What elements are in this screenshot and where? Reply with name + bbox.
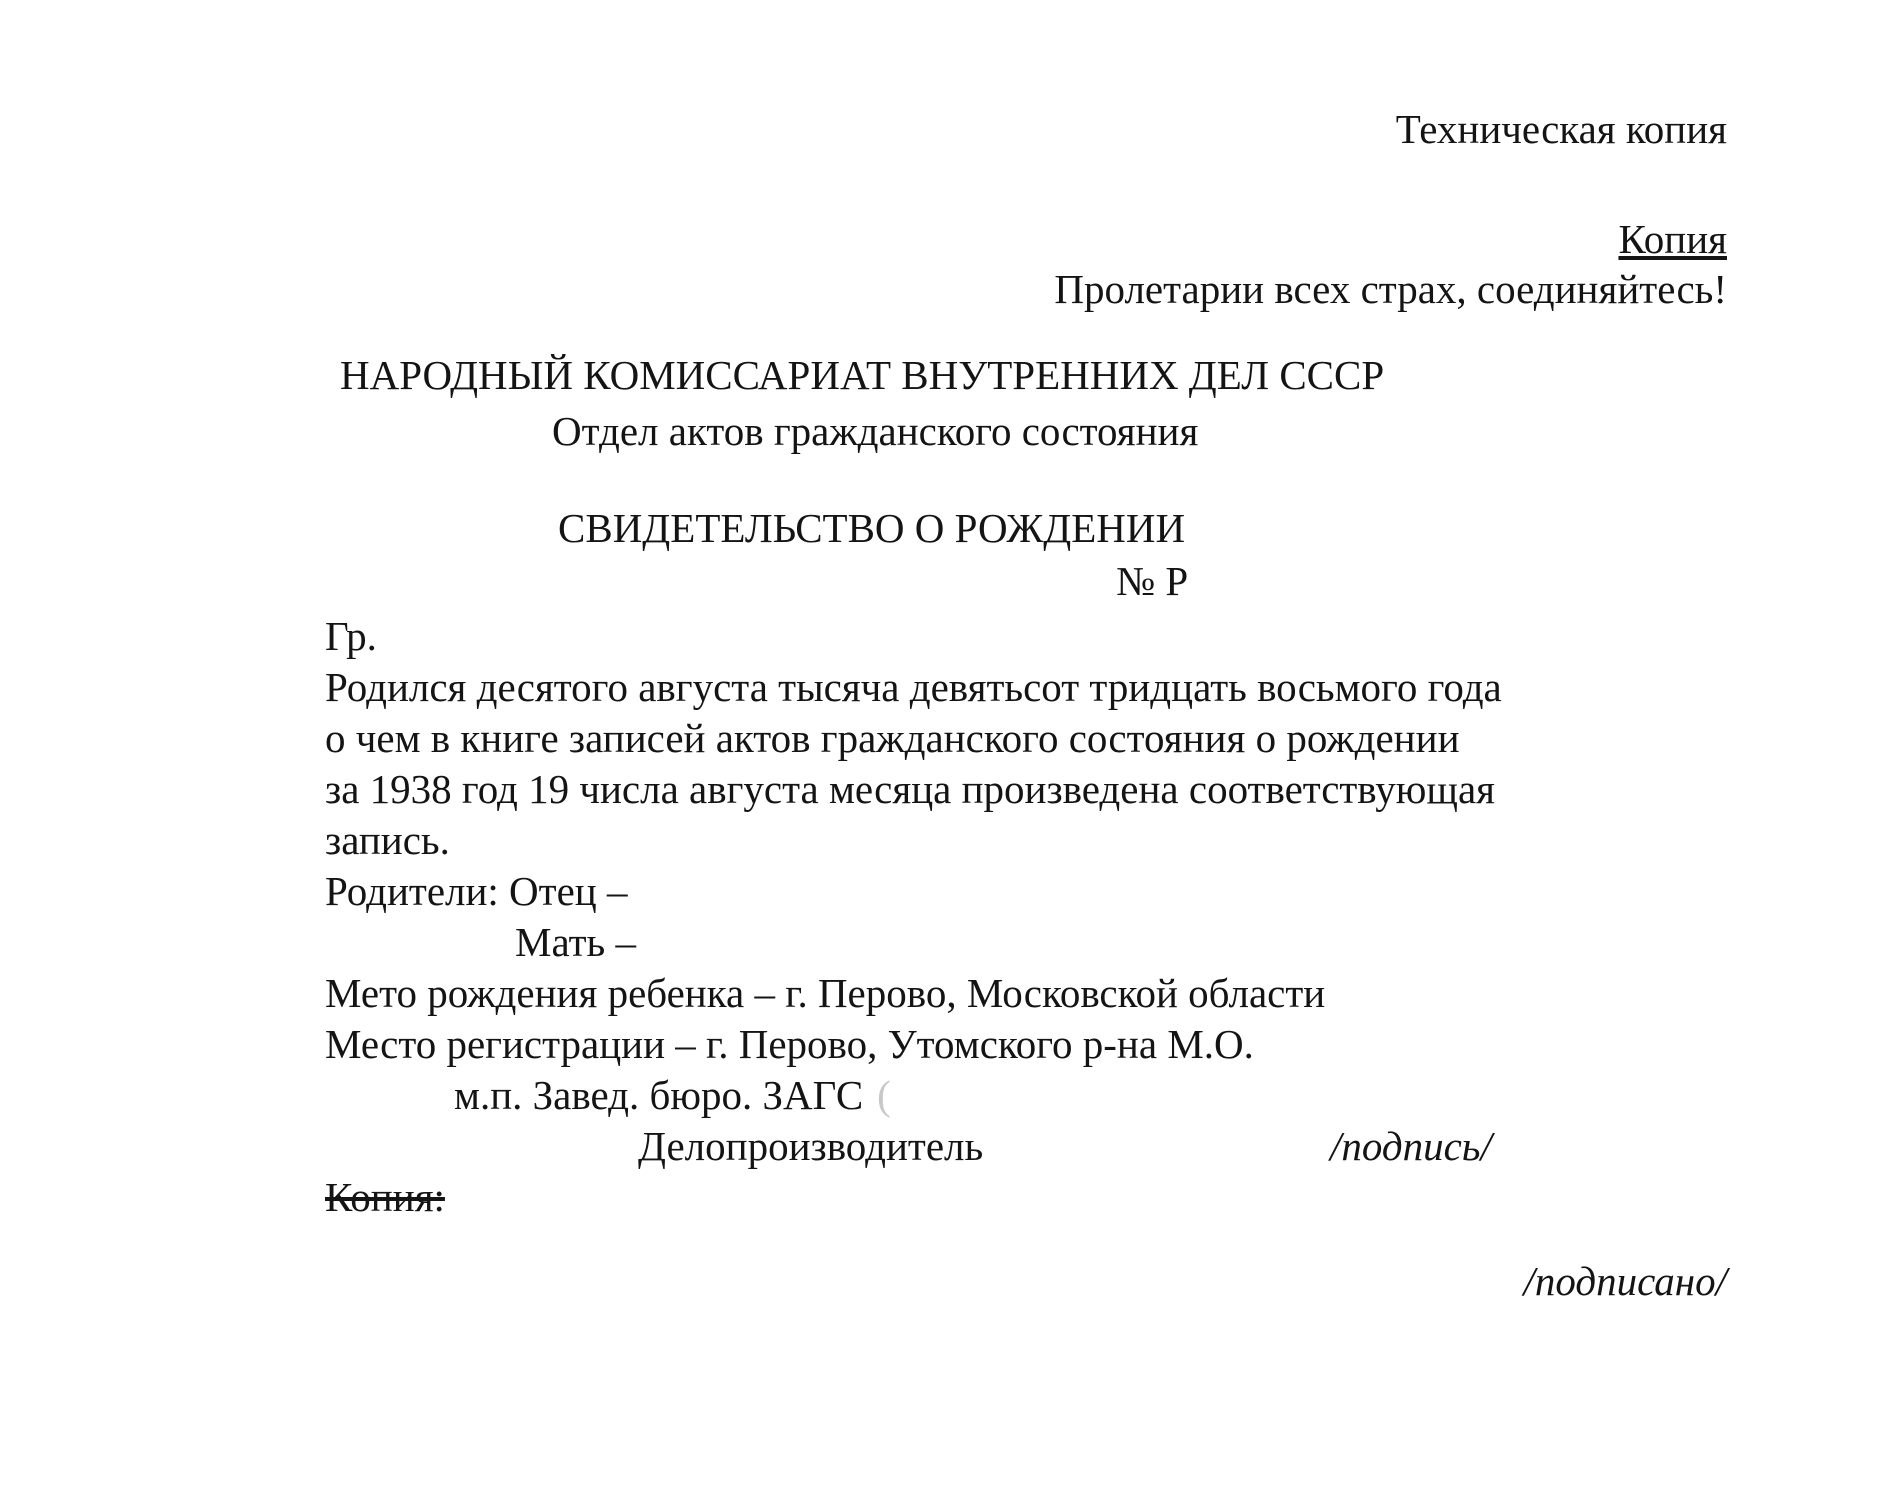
birth-record-line-2: о чем в книге записей актов гражданского состояния о рождении	[325, 715, 1460, 761]
birthplace-line: Мето рождения ребенка – г. Перово, Московской области	[325, 970, 1326, 1016]
faint-paren-mark: (	[877, 1072, 891, 1118]
document-title: СВИДЕТЕЛЬСТВО О РОЖДЕНИИ	[558, 505, 1186, 551]
birth-record-line-1: Родился десятого августа тысяча девятьсот тридцать восьмого года	[325, 664, 1502, 710]
clerk-signature-placeholder: /подпись/	[1330, 1123, 1492, 1169]
organization-department: Отдел актов гражданского состояния	[552, 408, 1199, 454]
technical-copy-label: Техническая копия	[1395, 106, 1727, 152]
birth-record-line-4: запись.	[325, 817, 450, 863]
seal-line-text: м.п. Завед. бюро. ЗАГС	[454, 1072, 864, 1118]
birth-record-line-3: за 1938 год 19 числа августа месяца произведена соответствующая	[325, 766, 1496, 812]
copy-strikethrough-line: Копия:	[325, 1174, 445, 1220]
document-number: № Р	[1116, 558, 1189, 604]
signed-note: /подписано/	[1523, 1258, 1727, 1304]
addressee-line: Гр.	[325, 613, 377, 659]
seal-line	[454, 1072, 891, 1119]
registration-line: Место регистрации – г. Перово, Утомского р-на М.О.	[325, 1021, 1254, 1067]
parents-mother-line: Мать –	[515, 919, 636, 965]
organization-name: НАРОДНЫЙ КОМИССАРИАТ ВНУТРЕННИХ ДЕЛ СССР	[340, 352, 1385, 398]
clerk-label: Делопроизводитель	[638, 1123, 984, 1169]
parents-father-line: Родители: Отец –	[325, 868, 628, 914]
copy-label: Копия	[1618, 216, 1727, 262]
slogan-line: Пролетарии всех страх, соединяйтесь!	[1054, 266, 1727, 312]
